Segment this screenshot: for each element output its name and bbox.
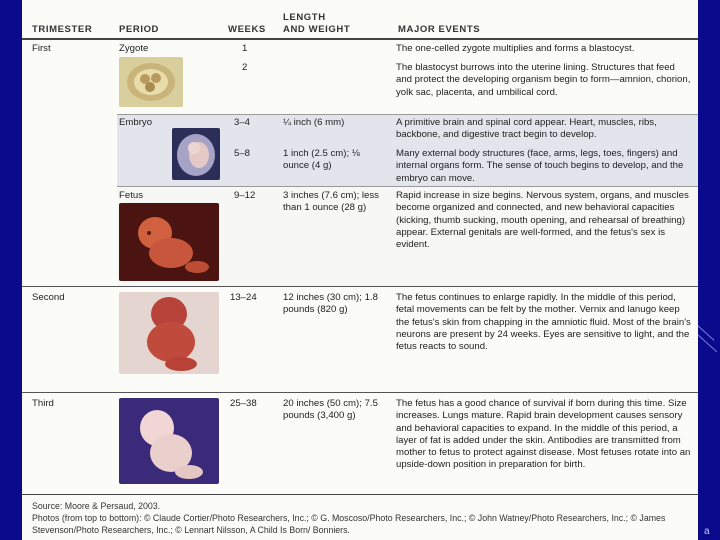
fetus-photo	[119, 203, 219, 281]
weeks-zygote-2: 2	[242, 62, 248, 73]
event-embryo-1: A primitive brain and spinal cord appear. Heart, muscles, ribs, backbone, and digestive tract begin to develop.	[396, 117, 657, 141]
weeks-embryo-1: 3–4	[234, 117, 251, 128]
footer-divider	[22, 494, 698, 495]
event-zygote-1: The one-celled zygote multiplies and forms a blastocyst.	[396, 43, 635, 54]
row-divider	[117, 114, 698, 115]
weeks-zygote-1: 1	[242, 43, 248, 54]
size-fetus: 3 inches (7.6 cm); less than 1 ounce (28 g)	[283, 190, 379, 214]
table-footer	[32, 500, 692, 536]
prenatal-development-table	[22, 0, 698, 540]
trimester-third: Third	[32, 398, 54, 409]
row-divider	[117, 186, 698, 187]
zygote-photo	[119, 57, 183, 107]
size-third: 20 inches (50 cm); 7.5 pounds (3,400 g)	[283, 398, 378, 422]
event-embryo-2: Many external body structures (face, arms, legs, toes, fingers) and internal organs form. The sense of touch begins to develop, and the embryo can move.	[396, 148, 684, 184]
header-events: MAJOR EVENTS	[398, 24, 481, 35]
trimester-divider	[22, 286, 698, 287]
third-trimester-photo	[119, 398, 219, 484]
size-embryo-2: 1 inch (2.5 cm); ⅛ ounce (4 g)	[283, 148, 360, 172]
trimester-second: Second	[32, 292, 65, 303]
event-second: The fetus continues to enlarge rapidly. In the middle of this period, fetal movements can be felt by the mother. Vernix and lanugo keep the fetus's skin from chapping in the amniotic fluid. Most of the brain's neurons are present by 24 weeks. Eyes are sensitive to light, and the fetus reacts to sound.	[396, 292, 691, 353]
photo-credits: Photos (from top to bottom): © Claude Cortier/Photo Researchers, Inc.; © G. Moscoso/Photo Researchers, Inc.; © John Watney/Photo Researchers, Inc.; © James Stevenson/Photo Researchers, Inc.; © Lennart Nilsson, A Child Is Born/ Bonniers.	[32, 513, 666, 535]
period-embryo: Embryo	[119, 117, 153, 128]
table-header	[22, 0, 698, 40]
embryo-photo	[172, 128, 220, 180]
header-trimester: TRIMESTER	[32, 24, 93, 35]
second-trimester-photo	[119, 292, 219, 374]
event-zygote-2: The blastocyst burrows into the uterine lining. Structures that feed and protect the developing organism begin to form—amnion, chorion, yolk sac, placenta, and umbilical cord.	[396, 62, 691, 98]
event-fetus: Rapid increase in size begins. Nervous system, organs, and muscles become organized and connected, and new behavioral capacities (kicking, thumb sucking, mouth opening, and rehearsal of breathing) appear. External genitals are well-formed, and the fetus's sex is evident.	[396, 190, 689, 251]
weeks-fetus: 9–12	[234, 190, 256, 201]
period-zygote: Zygote	[119, 43, 149, 54]
weeks-third: 25–38	[230, 398, 257, 409]
header-period: PERIOD	[119, 24, 160, 35]
trimester-divider	[22, 392, 698, 393]
header-length: LENGTH	[283, 12, 326, 23]
slide-mark: a	[704, 526, 710, 537]
size-embryo-1: ¼ inch (6 mm)	[283, 117, 345, 128]
event-third: The fetus has a good chance of survival if born during this time. Size increases. Lungs mature. Rapid brain development causes sensory and behavioral capacities to expand. In the middle of this period, a layer of fat is added under the skin. Antibodies are transmitted from mother to fetus to protect against disease. Most fetuses rotate into an upside-down position in preparation for birth.	[396, 398, 691, 471]
weeks-embryo-2: 5–8	[234, 148, 251, 159]
trimester-first: First	[32, 43, 51, 54]
period-fetus: Fetus	[119, 190, 143, 201]
header-weight: AND WEIGHT	[283, 24, 351, 35]
source-note: Source: Moore & Persaud, 2003.	[32, 501, 161, 511]
header-weeks: WEEKS	[228, 24, 266, 35]
size-second: 12 inches (30 cm); 1.8 pounds (820 g)	[283, 292, 378, 316]
weeks-second: 13–24	[230, 292, 257, 303]
